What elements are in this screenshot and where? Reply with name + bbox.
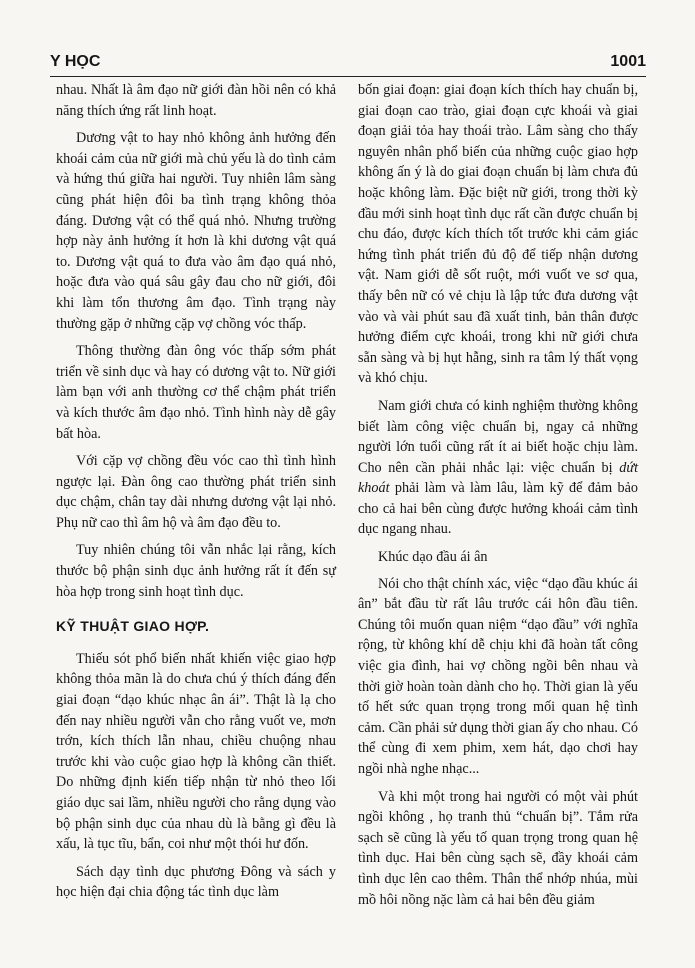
paragraph: Thiếu sót phổ biến nhất khiến việc giao hợp không thỏa mãn là do chưa chú ý thích đáng đến giai đoạn “dạo khúc nhạc ân ái”. Thật là lạ cho đến nay nhiều người vẫn cho rằng vuốt ve, mơn trớn, kích thích lẫn nhau, chiều chuộng nhau trước khi vào cuộc giao hợp là không cần thiết. Do những định kiến tiếp nhận từ nhỏ theo lối giáo dục sai lầm, nhiều người cho rằng dụng vào bộ phận sinh dục của nhau dù là bằng gì đều là xấu, là tục tĩu, bẩn, coi như một thói hư đốn.: [56, 650, 336, 853]
section-title: Y HỌC: [50, 53, 101, 70]
paragraph: Tuy nhiên chúng tôi vẫn nhắc lại rằng, kích thước bộ phận sinh dục ảnh hưởng rất ít đến sự hòa hợp trong sinh hoạt tình dục.: [56, 542, 336, 600]
paragraph: Và khi một trong hai người có một vài phút ngồi không , họ tranh thủ “chuẩn bị”. Tắm rửa sạch sẽ cũng là yếu tố quan trọng trong quan hệ tình dục. Hai bên cùng sạch sẽ, đầy khoái cảm tình dục lên cao thêm. Thân thể nhớp nhúa, mùi mồ hôi nồng nặc làm cả hai bên đều giảm: [358, 788, 638, 908]
emphasis-text: dứt khoát: [358, 459, 639, 497]
paragraph: Thông thường đàn ông vóc thấp sớm phát triển về sinh dục và hay có dương vật to. Nữ giới làm bạn với anh thường cơ thể chậm phát triển và kích thước âm đạo nhỏ. Tình hình này dễ gây bất hòa.: [56, 343, 336, 442]
paragraph-text: Nam giới chưa có kinh nghiệm thường không biết làm công việc chuẩn bị, ngay cả những người lớn tuổi cũng rất ít ai biết hoặc chịu làm. Cho nên cần phải nhắc lại: việc chuẩn bị: [358, 397, 638, 476]
page-number: 1001: [610, 53, 646, 70]
left-column: [56, 80, 336, 910]
paragraph: bốn giai đoạn: giai đoạn kích thích hay chuẩn bị, giai đoạn cao trào, giai đoạn cực khoái và giai đoạn giải tỏa hay thoái trào. Lâm sàng cho thấy nguyên nhân phổ biến của những cuộc giao hợp không ấn ý là do giai đoạn chuẩn bị làm chưa đủ hoặc không làm. Đặc biệt nữ giới, trong thời kỳ đầu mới sinh hoạt tình dục rất cần được chuẩn bị chu đáo, được kích thích tốt trước khi cảm giác hứng tình phát triển đủ độ để tiếp nhận dương vật. Nam giới dễ sốt ruột, mới vuốt ve sơ qua, thấy bên nữ có vẻ chịu là lập tức đưa dương vật vào và vài phút sau đã xuất tinh, bản thân được hưởng điểm cực khoái, trong khi nữ giới chưa sẵn sàng và bị hụt hẫng, sinh ra tâm lý thất vọng và khó chịu.: [358, 82, 638, 387]
subheading: Khúc dạo đầu ái ân: [378, 549, 488, 566]
right-column: [358, 80, 638, 917]
paragraph: [358, 396, 638, 540]
section-heading: KỸ THUẬT GIAO HỢP.: [56, 618, 210, 635]
running-header: [50, 50, 646, 77]
paragraph: nhau. Nhất là âm đạo nữ giới đàn hồi nên có khả năng thích ứng rất linh hoạt.: [56, 82, 336, 119]
paragraph: Dương vật to hay nhỏ không ảnh hưởng đến khoái cảm của nữ giới mà chủ yếu là do tình cảm và hứng thú giữa hai người. Tuy nhiên lâm sàng cũng phát hiện đôi ba tình trạng không thỏa đáng. Dương vật có thể quá nhỏ. Nhưng trường hợp này ảnh hưởng ít hơn là khi dương vật quá to. Dương vật quá to đưa vào âm đạo quá nhỏ, hoặc đưa vào quá sâu gây đau cho nữ giới, đôi khi làm tổn thương âm đạo. Tình trạng này thường gặp ở những cặp vợ chồng vóc thấp.: [56, 130, 336, 332]
paragraph-text: phải làm và làm lâu, làm kỹ để đảm bảo cho cả hai bên cùng được hưởng khoái cảm tình dục ngang nhau.: [358, 480, 639, 538]
paragraph: Sách dạy tình dục phương Đông và sách y học hiện đại chia động tác tình dục làm: [56, 863, 336, 901]
paragraph: Với cặp vợ chồng đều vóc cao thì tình hình ngược lại. Đàn ông cao thường phát triển sinh dục chậm, chân tay dài nhưng dương vật lại nhỏ. Phụ nữ cao thì âm hộ và âm đạo đều to.: [56, 453, 336, 531]
paragraph: Nói cho thật chính xác, việc “dạo đầu khúc ái ân” bắt đầu từ rất lâu trước cái hôn đầu tiên. Chúng tôi muốn quan niệm “dạo đầu” với nghĩa rộng, từ không khí dễ chịu khi đã hoàn tất công việc gia đình, hai vợ chồng ngồi bên nhau và thời giờ hoàn toàn dành cho họ. Thời gian là yếu tố hết sức quan trọng trong mối quan hệ tình cảm. Cần phải sử dụng thời gian ấy cho nhau. Có thể cùng đi xem phim, xem hát, dạo chơi hay ngồi nhà nghe nhạc...: [358, 575, 638, 777]
